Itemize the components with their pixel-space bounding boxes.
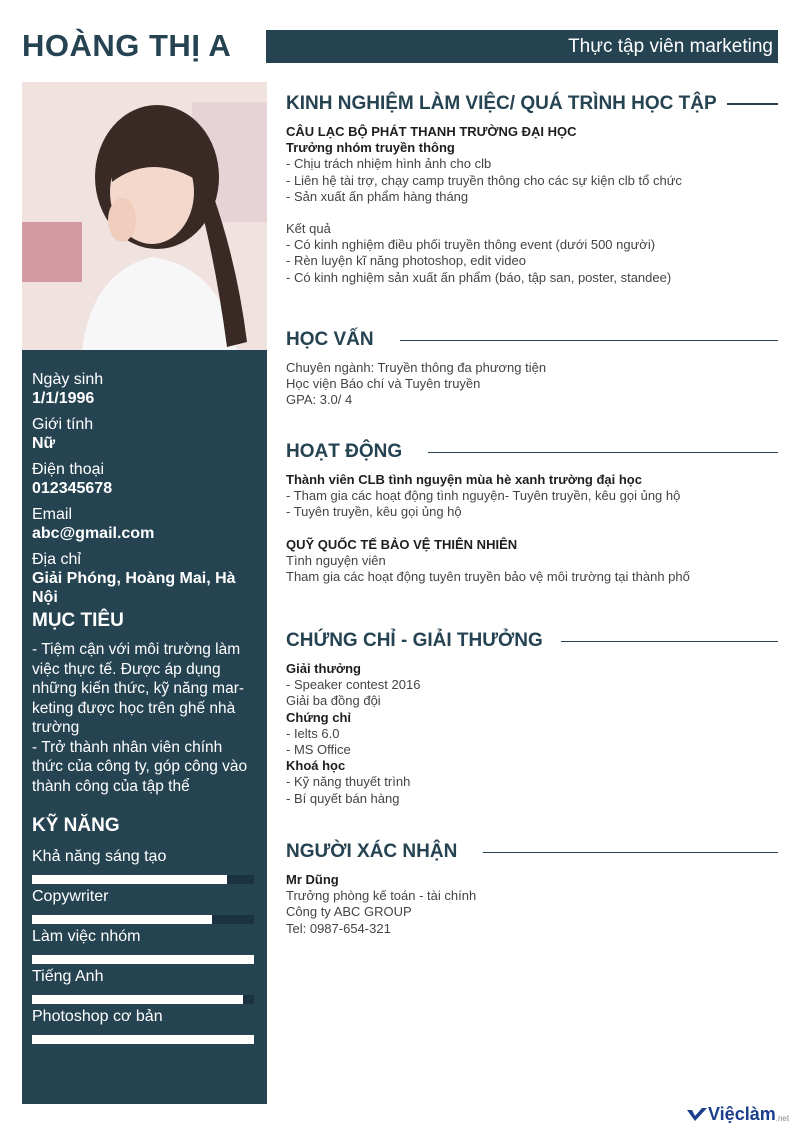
skill-bar-fill — [32, 1035, 254, 1044]
section-divider — [428, 452, 778, 453]
profile-photo — [22, 82, 267, 350]
education-body — [286, 360, 778, 409]
skill-bar-fill — [32, 915, 212, 924]
result-item: - Có kinh nghiệm điều phối truyền thông event (dưới 500 người) — [286, 237, 656, 253]
certificates-section — [286, 629, 778, 807]
reference-section — [286, 840, 778, 937]
section-divider — [400, 340, 778, 341]
activities-heading: HOẠT ĐỘNG — [286, 441, 403, 462]
skill-bar — [32, 1035, 254, 1044]
address-label: Địa chỉ — [32, 551, 81, 568]
skill-item — [32, 847, 254, 867]
cert-line: - MS Office — [286, 742, 351, 758]
objective-line: - Trở thành nhân viên chính — [32, 738, 223, 756]
skill-bar-fill — [32, 955, 254, 964]
education-heading: HỌC VẤN — [286, 329, 374, 350]
email-value: abc@gmail.com — [32, 525, 155, 542]
cert-group-title: Khoá học — [286, 758, 346, 774]
site-logo — [686, 1104, 789, 1125]
logo-suffix: .net — [775, 1114, 790, 1123]
section-header — [286, 629, 778, 653]
certificates-heading: CHỨNG CHỈ - GIẢI THƯỞNG — [286, 630, 543, 651]
address-value: Giải Phóng, Hoàng Mai, Hà Nội — [32, 570, 236, 606]
checkmark-icon — [686, 1107, 708, 1123]
cert-group-title: Chứng chỉ — [286, 709, 352, 725]
duty-item: - Chịu trách nhiệm hình ảnh cho clb — [286, 156, 492, 172]
skill-label: Khả năng sáng tạo — [32, 848, 167, 865]
objective-heading: MỤC TIÊU — [32, 610, 124, 631]
activity-title: Thành viên CLB tình nguyện mùa hè xanh trường đại học — [286, 472, 642, 487]
education-line: GPA: 3.0/ 4 — [286, 392, 353, 408]
experience-body — [286, 124, 778, 286]
duty-item: - Sản xuất ấn phẩm hàng tháng — [286, 188, 469, 204]
experience-section — [286, 92, 778, 286]
activity-line: Tham gia các hoạt động tuyên truyền bảo vệ môi trường tại thành phố — [286, 569, 690, 585]
skill-bar — [32, 955, 254, 964]
position-title: Thực tập viên marketing — [568, 35, 773, 57]
result-item: - Có kinh nghiệm sản xuất ấn phẩm (báo, tập san, poster, standee) — [286, 269, 672, 285]
phone-label: Điện thoại — [32, 461, 105, 478]
email-label: Email — [32, 506, 73, 523]
results-label: Kết quả — [286, 221, 331, 237]
education-line: Học viện Báo chí và Tuyên truyền — [286, 376, 481, 392]
skill-label: Tiếng Anh — [32, 968, 104, 985]
skill-bar — [32, 915, 254, 924]
skill-bar-fill — [32, 875, 227, 884]
education-line: Chuyên ngành: Truyền thông đa phương tiện — [286, 360, 547, 375]
section-header — [286, 840, 778, 864]
duty-item: - Liên hệ tài trợ, chạy camp truyền thông cho các sự kiện clb tổ chức — [286, 172, 682, 188]
cert-line: - Ielts 6.0 — [286, 725, 340, 741]
skill-item — [32, 887, 254, 907]
spacer — [286, 205, 778, 221]
reference-line: Công ty ABC GROUP — [286, 904, 412, 920]
phone-value: 012345678 — [32, 480, 113, 497]
candidate-name: HOÀNG THỊ A — [22, 28, 232, 63]
objective-line: việc thực tế. Được áp dụng — [32, 660, 221, 678]
certificates-body — [286, 661, 778, 807]
experience-role: Trưởng nhóm truyền thông — [286, 140, 455, 156]
birthdate-label: Ngày sinh — [32, 371, 104, 388]
activity-line: - Tham gia các hoạt động tình nguyện- Tuyên truyền, kêu gọi ủng hộ — [286, 488, 681, 504]
objective-section — [32, 610, 260, 796]
logo-text: Việclàm — [708, 1104, 776, 1124]
skill-item — [32, 967, 254, 987]
objective-line: thức của công ty, góp công vào — [32, 758, 248, 775]
cert-line: - Bí quyết bán hàng — [286, 790, 400, 806]
skill-bar — [32, 875, 254, 884]
sidebar — [22, 82, 267, 1104]
activity-line: - Tuyên truyền, kêu gọi ủng hộ — [286, 504, 462, 520]
result-item: - Rèn luyện kĩ năng photoshop, edit video — [286, 253, 526, 269]
gender-value: Nữ — [32, 435, 56, 452]
objective-text — [32, 640, 260, 796]
position-title-bar — [266, 30, 778, 63]
section-header — [286, 328, 778, 352]
skills-heading-wrap — [32, 815, 260, 845]
experience-org: CÂU LẠC BỘ PHÁT THANH TRƯỜNG ĐẠI HỌC — [286, 124, 577, 139]
objective-line: keting được học trên ghế nhà — [32, 699, 236, 717]
skill-item — [32, 927, 254, 947]
objective-line: thành công của tập thể — [32, 777, 190, 795]
education-section — [286, 328, 778, 409]
reference-line: Trưởng phòng kế toán - tài chính — [286, 888, 477, 904]
cert-line: - Speaker contest 2016 — [286, 677, 421, 693]
section-header — [286, 92, 778, 116]
skill-label: Photoshop cơ bản — [32, 1008, 163, 1025]
reference-name: Mr Dũng — [286, 872, 339, 887]
skill-label: Làm việc nhóm — [32, 928, 141, 945]
activities-body — [286, 472, 778, 585]
objective-line: - Tiệm cận với môi trường làm — [32, 641, 241, 658]
personal-info — [32, 370, 260, 614]
section-divider — [483, 852, 778, 853]
skill-bar-fill — [32, 995, 243, 1004]
activity-line: Tình nguyện viên — [286, 552, 386, 568]
skill-bar — [32, 995, 254, 1004]
section-divider — [727, 103, 778, 105]
skill-label: Copywriter — [32, 888, 109, 905]
objective-line: những kiến thức, kỹ năng mar- — [32, 680, 245, 697]
activities-section — [286, 440, 778, 585]
reference-heading: NGƯỜI XÁC NHẬN — [286, 841, 458, 862]
cert-line: - Kỹ năng thuyết trình — [286, 774, 411, 790]
activity-title: QUỸ QUỐC TẾ BẢO VỆ THIÊN NHIÊN — [286, 536, 518, 552]
spacer — [286, 521, 778, 537]
gender-label: Giới tính — [32, 416, 94, 433]
cert-line: Giải ba đồng đội — [286, 693, 381, 709]
objective-line: trường — [32, 719, 80, 736]
birthdate-value: 1/1/1996 — [32, 390, 95, 407]
reference-body — [286, 872, 778, 937]
skills-heading: KỸ NĂNG — [32, 815, 120, 836]
section-divider — [561, 641, 778, 642]
section-header — [286, 440, 778, 464]
reference-line: Tel: 0987-654-321 — [286, 920, 391, 936]
experience-heading: KINH NGHIỆM LÀM VIỆC/ QUÁ TRÌNH HỌC TẬP — [286, 93, 717, 114]
cert-group-title: Giải thưởng — [286, 661, 361, 676]
portrait-illustration — [22, 82, 267, 350]
skill-item — [32, 1007, 254, 1027]
